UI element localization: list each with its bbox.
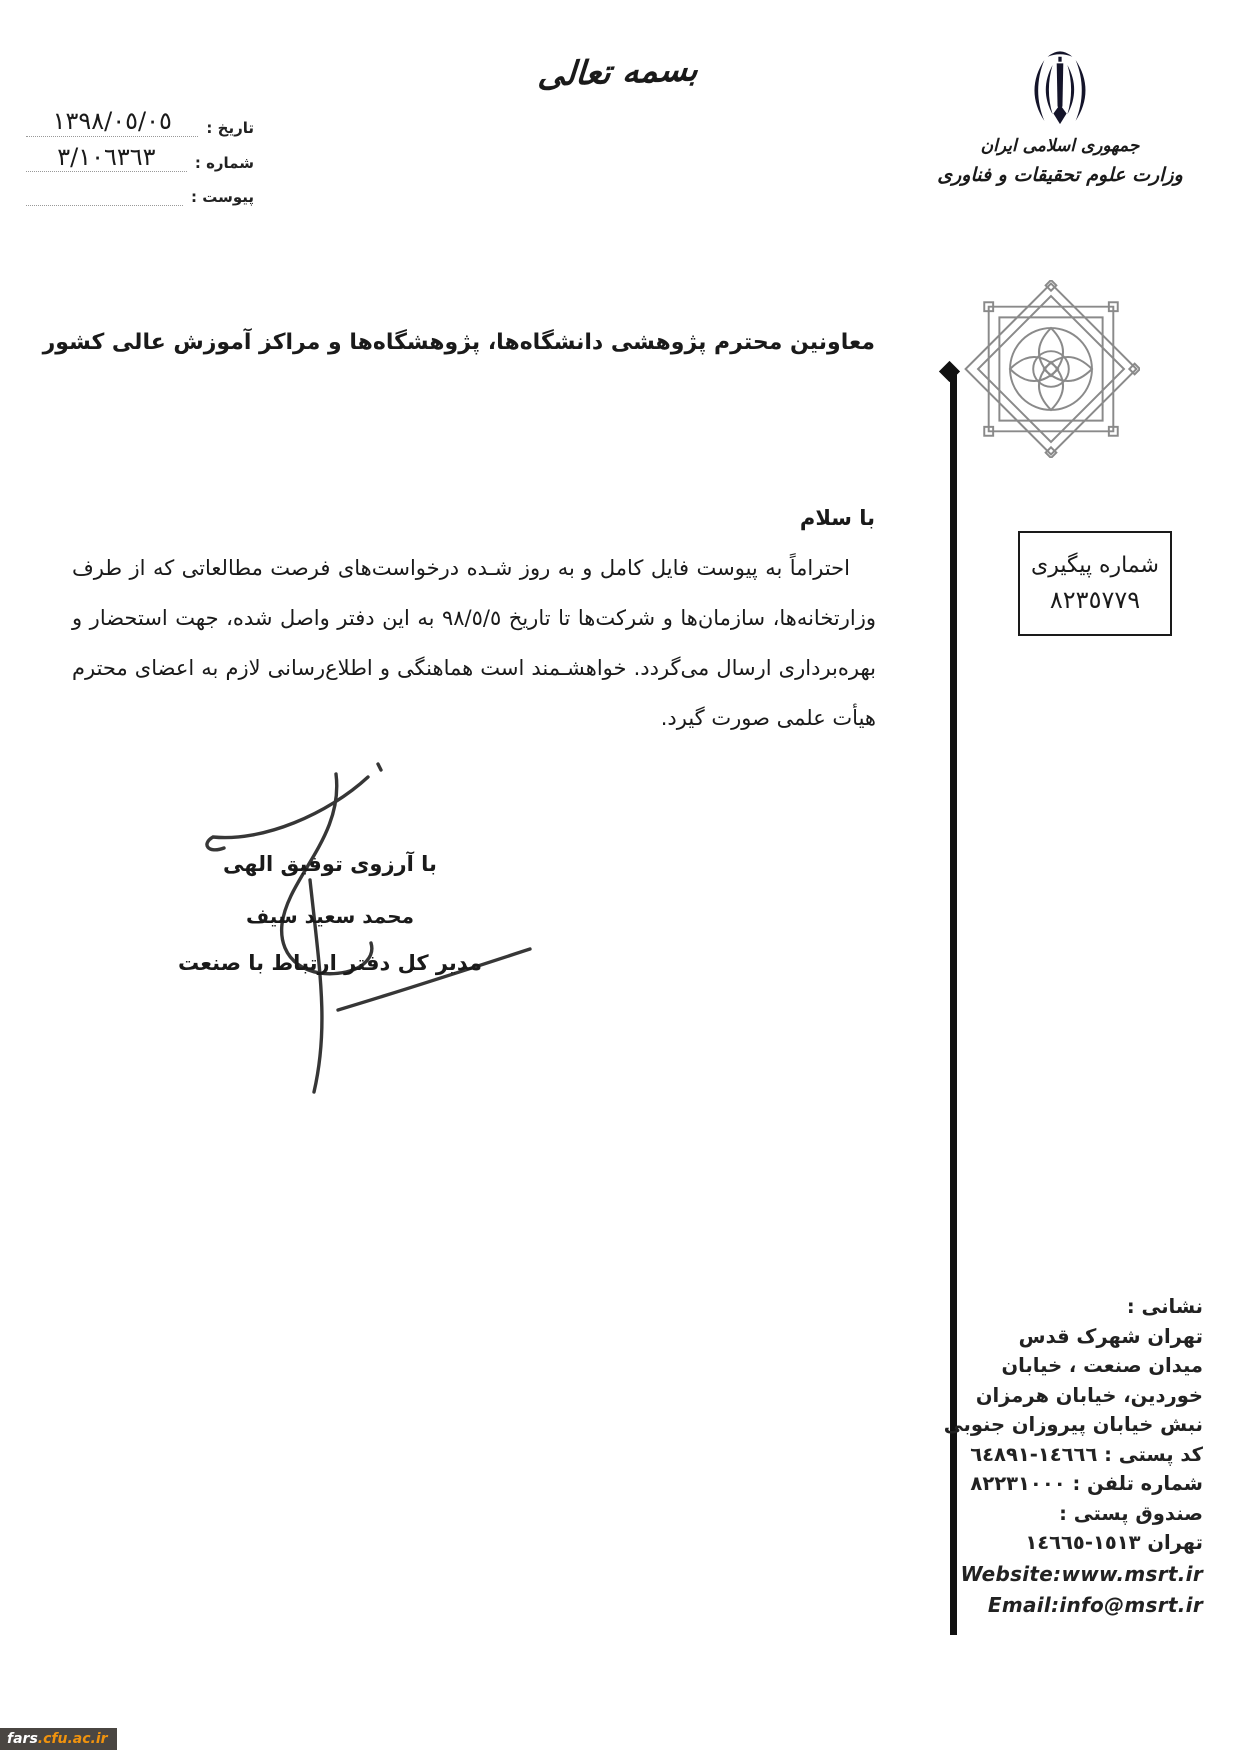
signature-block (158, 852, 502, 975)
number-value: ٣/١٠٦٣٦٣ (26, 144, 187, 173)
attachment-value (26, 190, 183, 206)
address-line-city: تهران شهرک قدس (1018, 1324, 1203, 1348)
ornament-star-icon (962, 280, 1140, 458)
tracking-number: ٨٢٣٥٧٧٩ (1049, 586, 1141, 614)
website-line: Website:www.msrt.ir (960, 1561, 1203, 1586)
number-row (26, 144, 254, 173)
pobox-line (873, 1528, 1203, 1558)
pobox-label-line: صندوق پستی : (1059, 1501, 1203, 1525)
salutation: با سلام (799, 506, 875, 530)
signatory-title: مدیر کل دفتر ارتباط با صنعت (178, 951, 482, 975)
phone-label: شماره تلفن : (1072, 1472, 1203, 1495)
site-watermark-badge (0, 1728, 117, 1750)
date-label: تاریخ : (206, 118, 254, 137)
letter-meta (26, 108, 254, 213)
watermark-prefix: fars (7, 1731, 38, 1747)
phone-line (873, 1469, 1203, 1499)
address-label: نشانی : (1126, 1295, 1203, 1318)
pobox-city: تهران (1147, 1531, 1203, 1554)
date-row (26, 108, 254, 137)
postal-code-value: ١٤٦٦٦-٦٤٨٩١ (970, 1442, 1098, 1466)
tracking-label: شماره پیگیری (1031, 553, 1159, 578)
bismillah-calligraphy: بسمه تعالی (536, 49, 700, 94)
phone-value: ٨٢٢٣١٠٠٠ (970, 1472, 1066, 1495)
postal-code-label: کد پستی : (1104, 1442, 1203, 1466)
recipient-heading: معاونین محترم پژوهشی دانشگاه‌ها، پژوهشگاه‌ها و مراکز آموزش عالی کشور (42, 330, 875, 355)
signatory-name: محمد سعید سیف (245, 904, 414, 928)
country-name: جمهوری اسلامی ایران (980, 136, 1140, 156)
number-label: شماره : (194, 154, 254, 173)
letter-body: احتراماً به پیوست فایل کامل و به روز شـده درخواست‌های فرصت مطالعاتی که از طرف وزارتخانه‌ها، سازمان‌ها و شرکت‌ها تا تاریخ ٩٨/٥/٥ به این دفتر واصل شده، جهت استحضار و بهره‌برداری ارسال می‌گردد. خواهشـمند است هماهنگی و اطلاع‌رسانی لازم به اعضای محترم هیأت علمی صورت گیرد. (72, 556, 876, 730)
address-line-square: میدان صنعت ، خیابان (1001, 1354, 1203, 1377)
email-line: Email:info@msrt.ir (987, 1593, 1203, 1617)
address-line-corner: نبش خیابان پیروزان جنوبی (943, 1413, 1203, 1436)
iran-emblem-icon (1023, 46, 1097, 130)
signature-closing: با آرزوی توفیق الهی (223, 852, 437, 876)
ministry-name: وزارت علوم تحقیقات و فناوری (937, 164, 1183, 186)
attachment-label: پیوست : (190, 188, 254, 207)
address-line-street: خوردین، خیابان هرمزان (975, 1383, 1203, 1407)
tracking-number-box (1018, 531, 1172, 636)
pobox-value: ١٥١٣-١٤٦٦٥ (1025, 1531, 1141, 1554)
date-value: ١٣٩٨/٠٥/٠٥ (26, 108, 198, 137)
government-header (935, 46, 1185, 186)
postal-code-line (873, 1440, 1203, 1470)
attachment-row (26, 188, 254, 206)
address-block (873, 1292, 1203, 1621)
watermark-suffix: .cfu.ac.ir (37, 1731, 108, 1747)
